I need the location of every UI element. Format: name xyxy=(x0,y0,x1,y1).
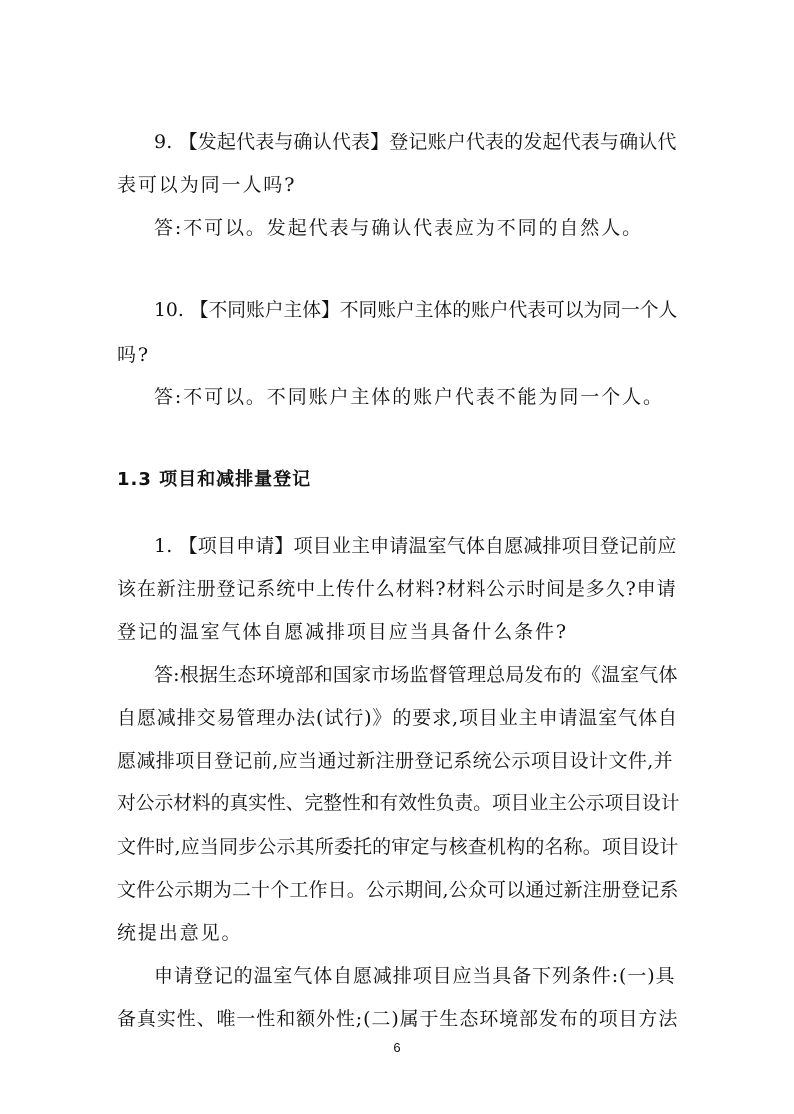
q9-question-line-1: 9. 【发起代表与确认代表】登记账户代表的发起代表与确认代 xyxy=(154,131,677,153)
q9-question-line-2: 表可以为同一人吗? xyxy=(117,174,297,196)
q9-answer: 答:不可以。发起代表与确认代表应为不同的自然人。 xyxy=(154,217,644,239)
q1-answer-line-7: 统提出意见。 xyxy=(117,922,243,944)
q10-question-line-1: 10. 【不同账户主体】不同账户主体的账户代表可以为同一个人 xyxy=(154,300,678,321)
q1-question-line-2: 该在新注册登记系统中上传什么材料?材料公示时间是多久?申请 xyxy=(117,578,677,600)
section-heading: 1.3 项目和减排量登记 xyxy=(117,469,312,490)
q1-answer-line-1: 答:根据生态环境部和国家市场监督管理总局发布的《温室气体 xyxy=(154,664,678,686)
q1-question-line-1: 1. 【项目申请】项目业主申请温室气体自愿减排项目登记前应 xyxy=(154,535,677,557)
q1-conditions-line-1: 申请登记的温室气体自愿减排项目应当具备下列条件:(一)具 xyxy=(154,965,676,987)
q1-answer-line-5: 文件时,应当同步公示其所委托的审定与核查机构的名称。项目设计 xyxy=(117,836,679,858)
q10-answer: 答:不可以。不同账户主体的账户代表不能为同一个人。 xyxy=(154,386,664,408)
q1-answer-line-3: 愿减排项目登记前,应当通过新注册登记系统公示项目设计文件,并 xyxy=(117,750,674,772)
q1-conditions-line-2: 备真实性、唯一性和额外性;(二)属于生态环境部发布的项目方法 xyxy=(117,1008,679,1030)
q10-question-line-2: 吗? xyxy=(117,344,150,366)
q1-question-line-3: 登记的温室气体自愿减排项目应当具备什么条件? xyxy=(117,621,568,643)
q1-answer-line-4: 对公示材料的真实性、完整性和有效性负责。项目业主公示项目设计 xyxy=(117,793,680,814)
q1-answer-line-6: 文件公示期为二十个工作日。公示期间,公众可以通过新注册登记系 xyxy=(117,879,679,901)
q1-answer-line-2: 自愿减排交易管理办法(试行)》的要求,项目业主申请温室气体自 xyxy=(117,707,678,729)
page-number: 6 xyxy=(393,1040,401,1055)
